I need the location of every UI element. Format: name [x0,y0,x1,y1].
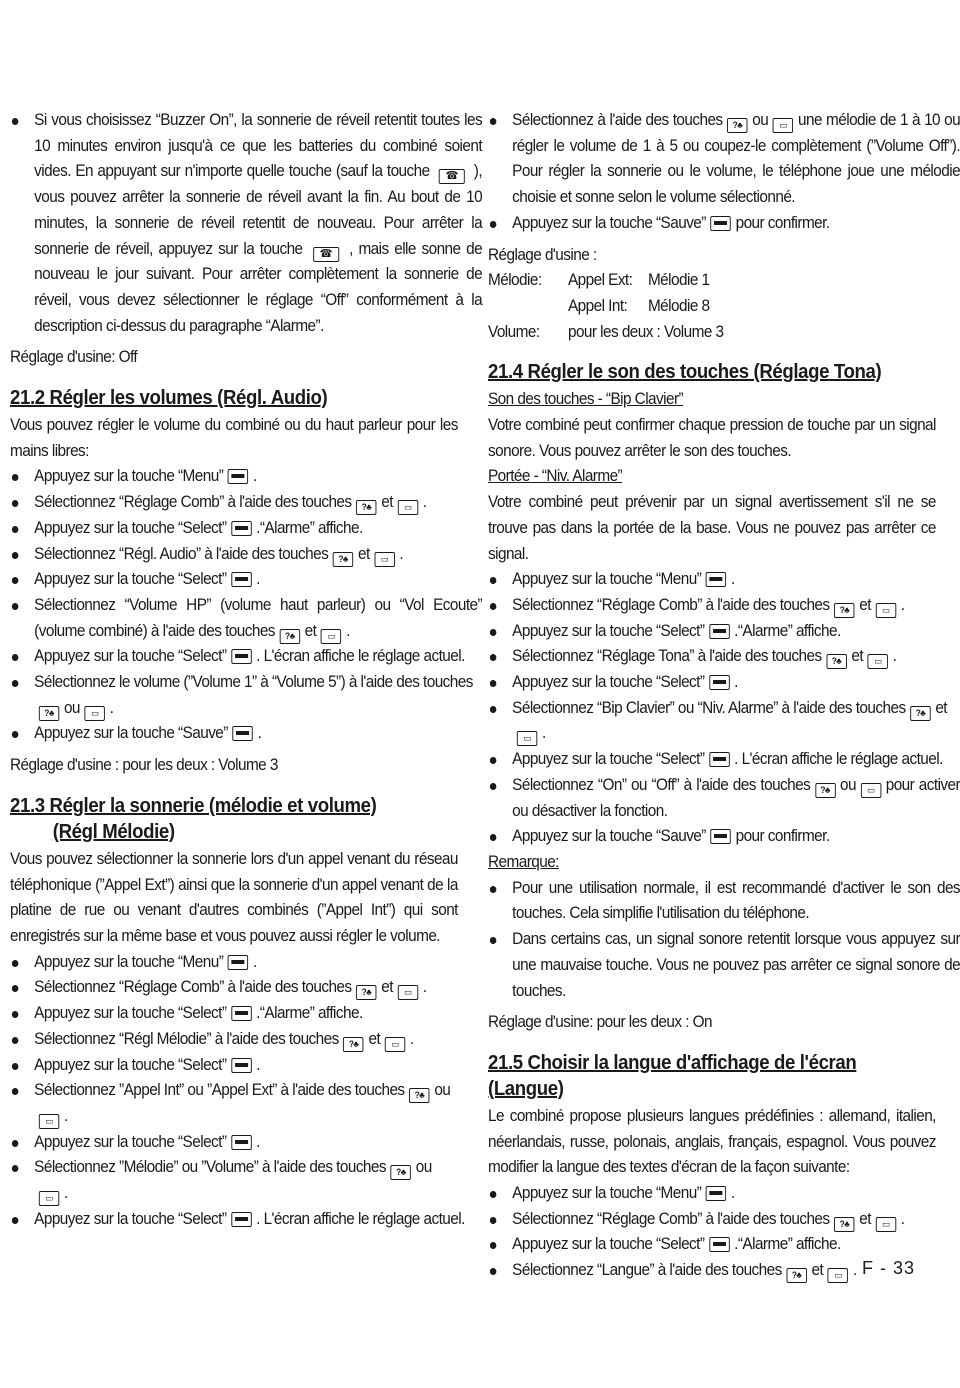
section-title: 21.2 Régler les volumes (Régl. Audio) [10,387,328,410]
text: ), vous pouvez arrêter la sonnerie de réveil avant la fin. Au bout de 10 minutes, la sonnerie de réveil retentit de nouveau. Pour arrêter la sonnerie de réveil, appuyez sur la touche [34,162,483,258]
list-item [10,108,482,339]
text: , mais elle sonne de nouveau le jour suivant. Pour arrêter complètement la sonnerie de réveil, vous devez sélectionner le réglage “Off” conformément à la description ci-dessus du paragraphe “Alarme”. [34,239,483,335]
list-item: Dans certains cas, un signal sonore retentit lorsque vous appuyez sur une mauvaise touche. Vous ne pouvez pas arrêter ce signal sonore de touches. [488,927,960,1004]
menu-key-icon [709,1237,729,1252]
up-key-icon: ?♣ [786,1268,806,1283]
list-item: Appuyez sur la touche “Select” . L'écran affiche le réglage actuel. [488,747,960,773]
list-item: Appuyez sur la touche “Menu” . [10,950,482,976]
down-key-icon: ▭ [398,985,418,1000]
down-key-icon: ▭ [398,500,418,515]
down-key-icon: ▭ [868,654,888,669]
down-key-icon: ▭ [85,706,105,721]
up-key-icon: ?♣ [356,985,376,1000]
menu-key-icon [228,469,248,484]
up-key-icon: ?♣ [409,1088,429,1103]
list-item: Appuyez sur la touche “Sauve” pour confirmer. [488,824,960,850]
list-item: Sélectionnez “Réglage Comb” à l'aide des touches ?♣ et ▭ . [10,975,482,1001]
subsection-title: Son des touches - “Bip Clavier” [488,390,684,409]
list-item: Appuyez sur la touche “Sauve” pour confirmer. [488,211,960,237]
down-key-icon: ▭ [321,629,341,644]
section-title: 21.5 Choisir la langue d'affichage de l'écran (Langue) [488,1051,857,1100]
up-key-icon: ?♣ [391,1165,411,1180]
menu-key-icon [709,624,729,639]
right-column [488,108,960,1284]
menu-key-icon [231,649,251,664]
factory-setting: Réglage d'usine : pour les deux : Volume 3 [10,756,278,775]
page-number: F - 33 [862,1258,916,1278]
down-key-icon: ▭ [773,118,793,133]
menu-key-icon [709,752,729,767]
list-item: Sélectionnez “Réglage Comb” à l'aide des touches ?♣ et ▭ . [488,1207,960,1233]
list-item: Sélectionnez “Régl. Audio” à l'aide des touches ?♣ et ▭ . [10,542,482,568]
list-item: Appuyez sur la touche “Select” . [10,1053,482,1079]
menu-key-icon [232,726,252,741]
up-key-icon: ?♣ [343,1037,363,1052]
factory-settings-table: Mélodie: Appel Ext: Mélodie 1 Appel Int: Mélodie 8 Volume: pour les deux : Volume 3 [488,271,724,341]
list-item: Appuyez sur la touche “Select” .“Alarme” affiche. [10,516,482,542]
paragraph: Votre combiné peut prévenir par un signal avertissement s'il ne se trouve pas dans la portée de la base. Vous ne pouvez pas arrêter ce signal. [488,493,936,563]
down-key-icon: ▭ [861,783,881,798]
down-key-icon: ▭ [374,552,394,567]
menu-key-icon [231,1212,251,1227]
list-item: Sélectionnez “Réglage Comb” à l'aide des touches ?♣ et ▭ . [488,593,960,619]
left-column [10,108,483,1232]
list-item: Sélectionnez ”Mélodie” ou ”Volume” à l'aide des touches ?♣ ou ▭ . [10,1155,482,1206]
list-item: Appuyez sur la touche “Select” .“Alarme” affiche. [488,1232,960,1258]
list-item: Appuyez sur la touche “Menu” . [10,464,482,490]
list-item: Appuyez sur la touche “Select” .“Alarme” affiche. [10,1001,482,1027]
up-key-icon: ?♣ [39,706,59,721]
up-key-icon: ?♣ [356,500,376,515]
paragraph: Votre combiné peut confirmer chaque pression de touche par un signal sonore. Vous pouvez arrêter le son des touches. [488,416,936,460]
menu-key-icon [231,521,251,536]
up-key-icon: ?♣ [834,603,854,618]
down-key-icon: ▭ [39,1114,59,1129]
paragraph: Le combiné propose plusieurs langues prédéfinies : allemand, italien, néerlandais, russe, polonais, anglais, français, espagnol. Vous pouvez modifier la langue des textes d'écran de la façon suivante: [488,1106,936,1177]
menu-key-icon [231,1058,251,1073]
up-key-icon: ?♣ [280,629,300,644]
list-item: Appuyez sur la touche “Select” .“Alarme” affiche. [488,619,960,645]
list-item: Sélectionnez “Régl Mélodie” à l'aide des touches ?♣ et ▭ . [10,1027,482,1053]
paragraph: Vous pouvez sélectionner la sonnerie lors d'un appel venant du réseau téléphonique (”Appel Ext”) ainsi que la sonnerie d'un appel venant de la platine de rue ou venant d'autres combinés (”Appel Int”) qui sont enregistrés sur la même base et vous pouvez aussi régler le volume. [10,849,458,945]
up-key-icon: ?♣ [910,706,930,721]
down-key-icon: ▭ [385,1037,405,1052]
list-item: Sélectionnez le volume (”Volume 1” à “Volume 5”) à l'aide des touches ?♣ ou ▭ . [10,670,482,721]
paragraph: Vous pouvez régler le volume du combiné ou du haut parleur pour les mains libres: [10,416,458,460]
section-title: 21.4 Régler le son des touches (Réglage Tona) [488,361,882,384]
menu-key-icon [228,955,248,970]
menu-key-icon [709,675,729,690]
factory-setting: Réglage d'usine: Off [10,348,138,367]
list-item: Sélectionnez “Réglage Comb” à l'aide des touches ?♣ et ▭ . [10,490,482,516]
down-key-icon: ▭ [517,731,537,746]
subsection-title: Portée - “Niv. Alarme” [488,467,623,486]
remark-title: Remarque: [488,852,559,871]
list-item: Appuyez sur la touche “Menu” . [488,567,960,593]
up-key-icon: ?♣ [815,783,835,798]
list-item: Appuyez sur la touche “Select” . L'écran affiche le réglage actuel. [10,644,482,670]
list-item: Appuyez sur la touche “Select” . [488,670,960,696]
list-item: Sélectionnez “On” ou “Off” à l'aide des touches ?♣ ou ▭ pour activer ou désactiver la fonction. [488,773,960,824]
list-item: Appuyez sur la touche “Menu” . [488,1181,960,1207]
menu-key-icon [706,1186,726,1201]
menu-key-icon [231,572,251,587]
list-item: Sélectionnez “Volume HP” (volume haut parleur) ou “Vol Ecoute” (volume combiné) à l'aide des touches ?♣ et ▭ . [10,593,482,644]
menu-key-icon [231,1135,251,1150]
phone-key-icon: ☎ [313,247,339,262]
factory-setting: Réglage d'usine: pour les deux : On [488,1013,712,1032]
list-item: Sélectionnez “Bip Clavier” ou “Niv. Alarme” à l'aide des touches ?♣ et ▭ . [488,696,960,747]
phone-key-icon: ☎ [439,169,465,184]
down-key-icon: ▭ [876,1217,896,1232]
menu-key-icon [710,216,730,231]
list-item: Sélectionnez à l'aide des touches ?♣ ou ▭ une mélodie de 1 à 10 ou régler le volume de 1 à 5 ou coupez-le complètement (”Volume Off”). Pour régler la sonnerie ou le volume, le téléphone joue une mélodie choisie et sonne selon le volume sélectionné. [488,108,960,211]
factory-setting: Réglage d'usine : [488,245,597,264]
up-key-icon: ?♣ [826,654,846,669]
menu-key-icon [706,572,726,587]
list-item: Appuyez sur la touche “Sauve” . [10,721,482,747]
list-item: Sélectionnez “Réglage Tona” à l'aide des touches ?♣ et ▭ . [488,644,960,670]
list-item: Pour une utilisation normale, il est recommandé d'activer le son des touches. Cela simplifie l'utilisation du téléphone. [488,876,960,927]
list-item: Appuyez sur la touche “Select” . [10,567,482,593]
list-item: Sélectionnez “Langue” à l'aide des touches ?♣ et ▭ . [488,1258,960,1284]
list-item: Appuyez sur la touche “Select” . [10,1130,482,1156]
up-key-icon: ?♣ [727,118,747,133]
menu-key-icon [710,829,730,844]
up-key-icon: ?♣ [834,1217,854,1232]
list-item: Appuyez sur la touche “Select” . L'écran affiche le réglage actuel. [10,1207,482,1233]
menu-key-icon [231,1006,251,1021]
text: Si vous choisissez “Buzzer On”, la sonnerie de réveil retentit toutes les 10 minutes environ jusqu'à ce que les batteries du combiné soient vides. En appuyant sur n'importe quelle touche (sauf la touche [34,111,483,181]
down-key-icon: ▭ [828,1268,848,1283]
section-title: 21.3 Régler la sonnerie (mélodie et volume) (Régl Mélodie) [10,794,377,843]
down-key-icon: ▭ [39,1191,59,1206]
list-item: Sélectionnez ”Appel Int” ou ”Appel Ext” à l'aide des touches ?♣ ou ▭ . [10,1078,482,1129]
up-key-icon: ?♣ [333,552,353,567]
down-key-icon: ▭ [876,603,896,618]
